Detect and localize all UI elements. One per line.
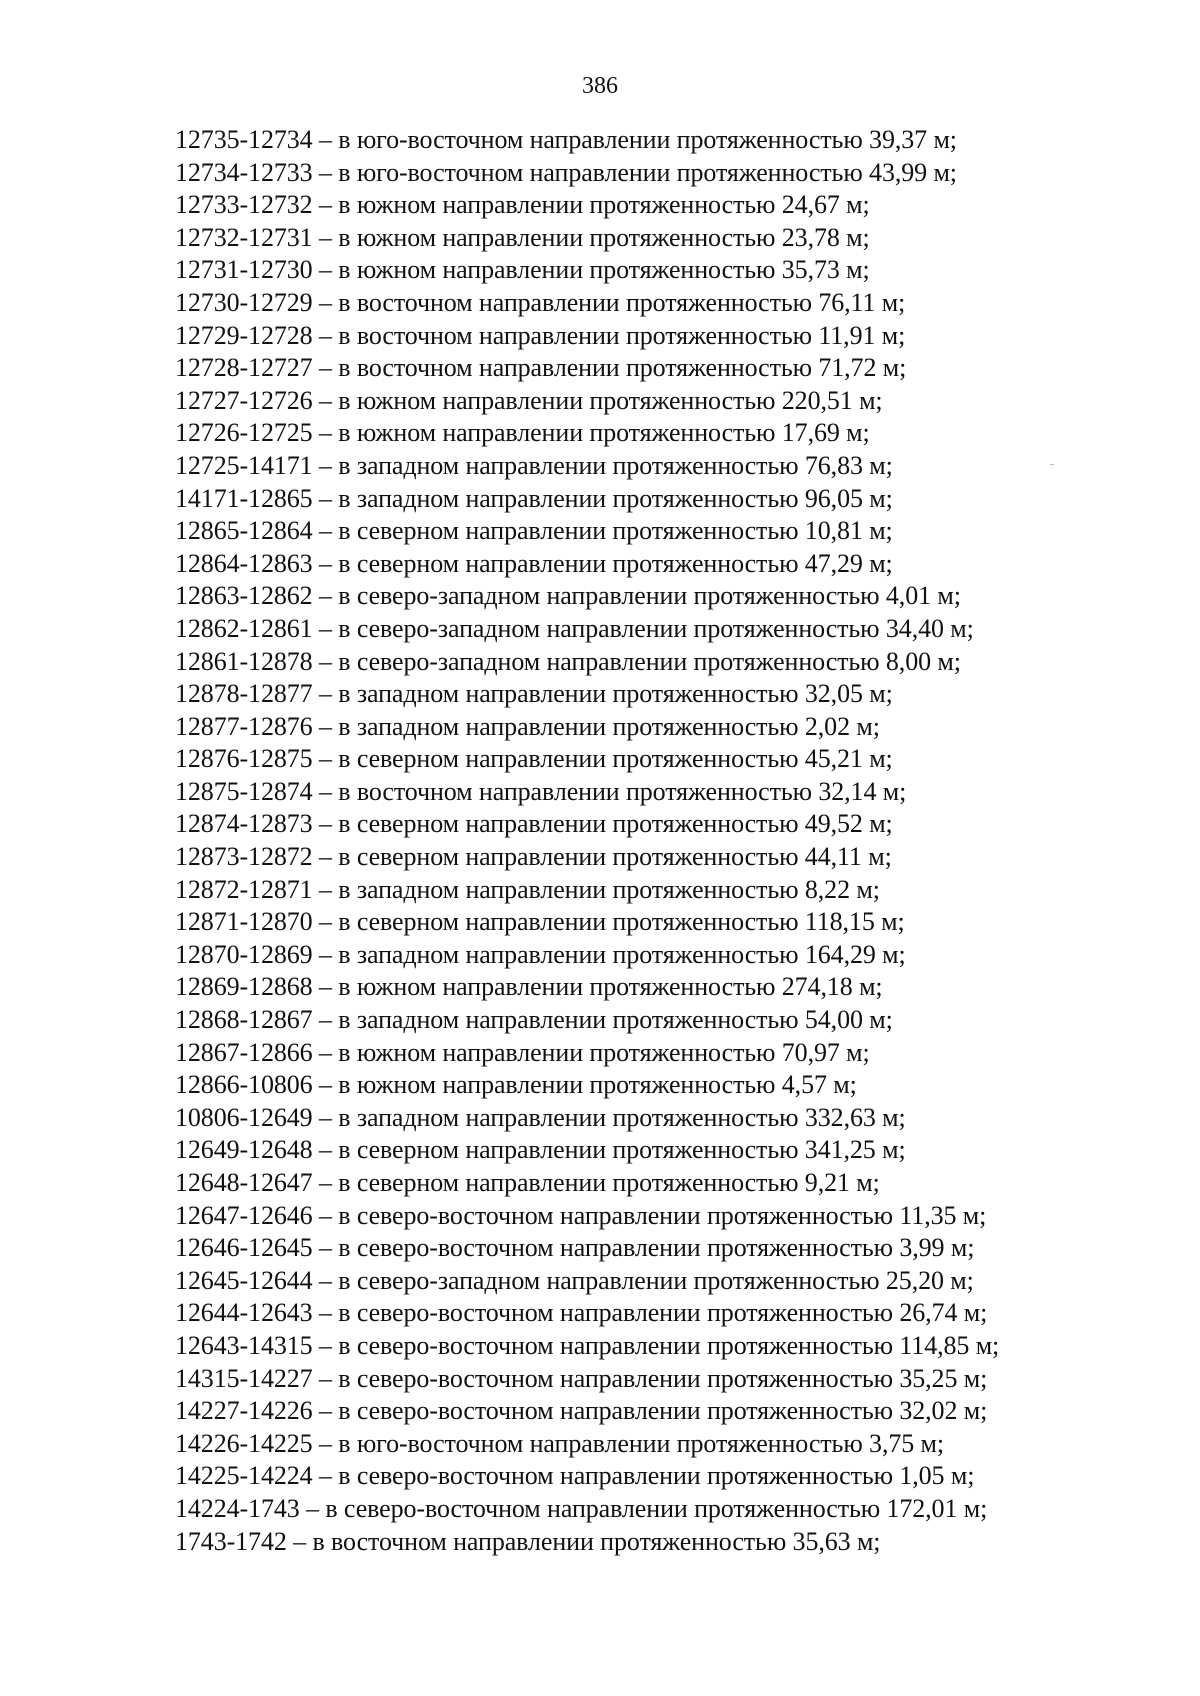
boundary-segment-line: 12869-12868 – в южном направлении протяженностью 274,18 м; xyxy=(175,972,883,1002)
boundary-segment-line: 12876-12875 – в северном направлении протяженностью 45,21 м; xyxy=(175,744,893,774)
boundary-segment-list xyxy=(175,124,1175,1558)
boundary-segment-line: 12729-12728 – в восточном направлении протяженностью 11,91 м; xyxy=(175,320,906,350)
boundary-segment-line: 12649-12648 – в северном направлении протяженностью 341,25 м; xyxy=(175,1135,906,1165)
boundary-segment-line: 12647-12646 – в северо-восточном направлении протяженностью 11,35 м; xyxy=(175,1200,987,1230)
boundary-segment-line: 12862-12861 – в северо-западном направлении протяженностью 34,40 м; xyxy=(175,613,974,643)
boundary-segment-line: 1743-1742 – в восточном направлении протяженностью 35,63 м; xyxy=(175,1526,881,1556)
boundary-segment-line: 10806-12649 – в западном направлении протяженностью 332,63 м; xyxy=(175,1102,906,1132)
boundary-segment-line: 12870-12869 – в западном направлении протяженностью 164,29 м; xyxy=(175,939,906,969)
boundary-segment-line: 12734-12733 – в юго-восточном направлении протяженностью 43,99 м; xyxy=(175,157,957,187)
boundary-segment-line: 12878-12877 – в западном направлении протяженностью 32,05 м; xyxy=(175,679,893,709)
boundary-segment-line: 12873-12872 – в северном направлении протяженностью 44,11 м; xyxy=(175,842,892,872)
boundary-segment-line: 12645-12644 – в северо-западном направлении протяженностью 25,20 м; xyxy=(175,1265,974,1295)
boundary-segment-line: 12871-12870 – в северном направлении протяженностью 118,15 м; xyxy=(175,907,905,937)
boundary-segment-line: 14225-14224 – в северо-восточном направлении протяженностью 1,05 м; xyxy=(175,1461,975,1491)
boundary-segment-line: 12646-12645 – в северо-восточном направлении протяженностью 3,99 м; xyxy=(175,1233,975,1263)
boundary-segment-line: 12735-12734 – в юго-восточном направлении протяженностью 39,37 м; xyxy=(175,125,957,154)
boundary-segment-line: 14226-14225 – в юго-восточном направлении протяженностью 3,75 м; xyxy=(175,1428,945,1458)
boundary-segment-line: 12865-12864 – в северном направлении протяженностью 10,81 м; xyxy=(175,516,893,546)
boundary-segment-line: 12863-12862 – в северо-западном направлении протяженностью 4,01 м; xyxy=(175,581,961,611)
boundary-segment-line: 12730-12729 – в восточном направлении протяженностью 76,11 м; xyxy=(175,287,906,317)
boundary-segment-line: 12725-14171 – в западном направлении протяженностью 76,83 м; xyxy=(175,450,893,480)
boundary-segment-line: 12874-12873 – в северном направлении протяженностью 49,52 м; xyxy=(175,809,893,839)
boundary-segment-line: 12644-12643 – в северо-восточном направлении протяженностью 26,74 м; xyxy=(175,1298,988,1328)
boundary-segment-line: 12875-12874 – в восточном направлении протяженностью 32,14 м; xyxy=(175,776,907,806)
boundary-segment-line: 12866-10806 – в южном направлении протяженностью 4,57 м; xyxy=(175,1070,857,1100)
page-number: 386 xyxy=(582,73,618,99)
boundary-segment-line: 12732-12731 – в южном направлении протяженностью 23,78 м; xyxy=(175,222,870,252)
boundary-segment-line: 12872-12871 – в западном направлении протяженностью 8,22 м; xyxy=(175,874,880,904)
boundary-segment-line: 12867-12866 – в южном направлении протяженностью 70,97 м; xyxy=(175,1037,870,1067)
boundary-segment-line: 14224-1743 – в северо-восточном направлении протяженностью 172,01 м; xyxy=(175,1493,988,1523)
boundary-segment-line: 14171-12865 – в западном направлении протяженностью 96,05 м; xyxy=(175,483,893,513)
boundary-segment-line: 12864-12863 – в северном направлении протяженностью 47,29 м; xyxy=(175,548,893,578)
boundary-segment-line: 12877-12876 – в западном направлении протяженностью 2,02 м; xyxy=(175,711,880,741)
scan-speck xyxy=(1050,464,1054,465)
boundary-segment-line: 12728-12727 – в восточном направлении протяженностью 71,72 м; xyxy=(175,353,907,383)
boundary-segment-line: 12648-12647 – в северном направлении протяженностью 9,21 м; xyxy=(175,1168,880,1197)
boundary-segment-line: 12868-12867 – в западном направлении протяженностью 54,00 м; xyxy=(175,1005,893,1035)
boundary-segment-line: 14227-14226 – в северо-восточном направлении протяженностью 32,02 м; xyxy=(175,1396,988,1426)
boundary-segment-line: 12733-12732 – в южном направлении протяженностью 24,67 м; xyxy=(175,190,870,220)
boundary-segment-line: 12861-12878 – в северо-западном направлении протяженностью 8,00 м; xyxy=(175,646,961,676)
boundary-segment-line: 14315-14227 – в северо-восточном направлении протяженностью 35,25 м; xyxy=(175,1363,988,1393)
boundary-segment-line: 12726-12725 – в южном направлении протяженностью 17,69 м; xyxy=(175,418,870,448)
boundary-segment-line: 12727-12726 – в южном направлении протяженностью 220,51 м; xyxy=(175,385,883,415)
boundary-segment-line: 12643-14315 – в северо-восточном направлении протяженностью 114,85 м; xyxy=(175,1330,1000,1360)
boundary-segment-line: 12731-12730 – в южном направлении протяженностью 35,73 м; xyxy=(175,255,870,285)
